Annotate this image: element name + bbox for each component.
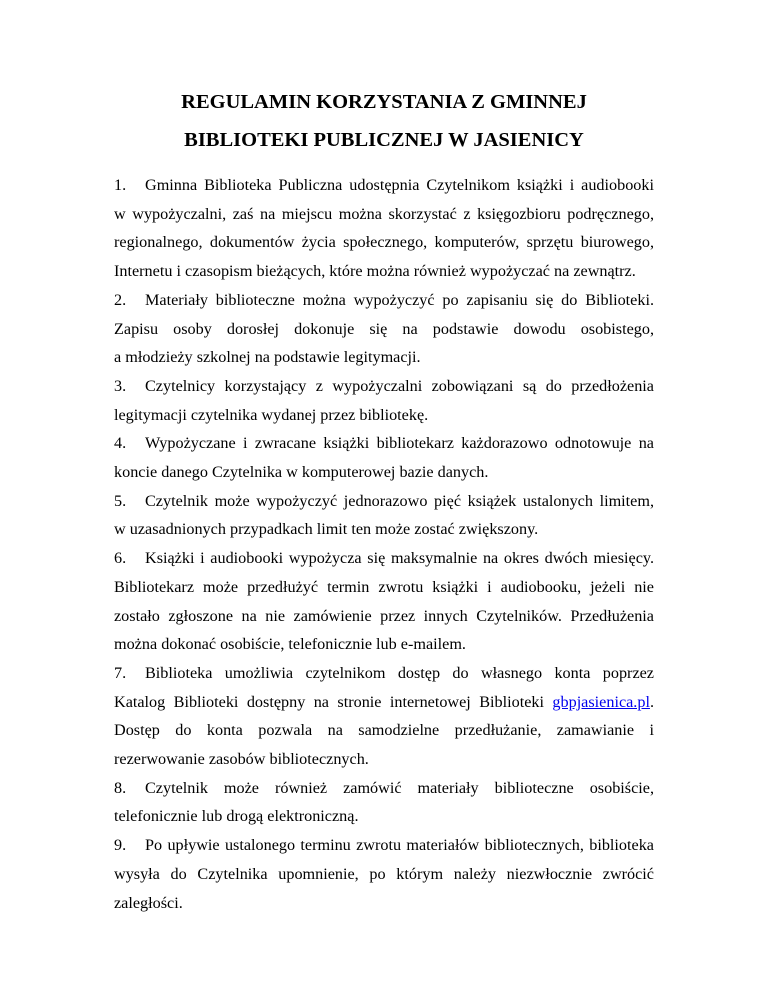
line-text: rezerwowanie zasobów bibliotecznych. [114, 750, 369, 769]
item-number: 7. [114, 663, 127, 682]
text-line [114, 860, 654, 889]
text-line [114, 228, 654, 257]
line-text: Książki i audiobooki wypożycza się maksymalnie na okres dwóch miesięcy. [145, 549, 654, 568]
text-line [114, 257, 654, 286]
text-line [114, 372, 654, 401]
regulation-item [114, 171, 654, 286]
line-text: w wypożyczalni, zaś na miejscu można skorzystać z księgozbioru podręcznego, [114, 204, 654, 223]
regulation-item [114, 372, 654, 429]
line-text: Internetu i czasopism bieżących, które można również wypożyczać na zewnątrz. [114, 262, 636, 281]
text-line [114, 630, 654, 659]
text-line [114, 315, 654, 344]
text-line [114, 602, 654, 631]
line-text: Gminna Biblioteka Publiczna udostępnia Czytelnikom książki i audiobooki [145, 176, 654, 194]
item-number: 6. [114, 549, 127, 568]
document-title [0, 83, 768, 159]
text-line [114, 802, 654, 831]
line-text: w uzasadnionych przypadkach limit ten może zostać zwiększony. [114, 520, 539, 539]
regulation-item [114, 659, 654, 774]
text-line [114, 774, 654, 803]
item-number: 5. [114, 491, 127, 510]
item-number: 1. [114, 176, 127, 194]
line-text: Po upływie ustalonego terminu zwrotu materiałów bibliotecznych, biblioteka [145, 836, 654, 855]
text-line [114, 487, 654, 516]
line-text: Bibliotekarz może przedłużyć termin zwrotu książki i audiobooku, jeżeli nie [114, 577, 654, 596]
line-text: wysyła do Czytelnika upomnienie, po którym należy niezwłocznie zwrócić [114, 864, 654, 883]
title-line-1: REGULAMIN KORZYSTANIA Z GMINNEJ [181, 91, 587, 113]
item-number: 3. [114, 376, 127, 395]
website-link[interactable]: gbpjasienica.pl [552, 692, 650, 711]
line-text: Biblioteka umożliwia czytelnikom dostęp do własnego konta poprzez [145, 663, 654, 682]
item-number: 9. [114, 836, 127, 855]
text-line [114, 429, 654, 458]
regulation-item [114, 286, 654, 372]
line-text: zaległości. [114, 893, 183, 912]
regulations-list [114, 171, 654, 917]
line-text: można dokonać osobiście, telefonicznie lub e-mailem. [114, 635, 466, 654]
text-line [114, 171, 654, 200]
text-line [114, 688, 654, 717]
regulation-item [114, 831, 654, 917]
line-text: koncie danego Czytelnika w komputerowej bazie danych. [114, 463, 489, 482]
text-line [114, 401, 654, 430]
text-line [114, 458, 654, 487]
line-text: telefonicznie lub drogą elektroniczną. [114, 807, 359, 826]
line-text: Czytelnik może wypożyczyć jednorazowo pięć książek ustalonych limitem, [145, 491, 654, 510]
line-text: regionalnego, dokumentów życia społecznego, komputerów, sprzętu biurowego, [114, 233, 654, 252]
line-text: Zapisu osoby dorosłej dokonuje się na podstawie dowodu osobistego, [114, 319, 654, 338]
line-text: Dostęp do konta pozwala na samodzielne przedłużanie, zamawianie i [114, 721, 654, 740]
line-text: zostało zgłoszone na nie zamówienie przez innych Czytelników. Przedłużenia [114, 606, 654, 625]
title-line-2: BIBLIOTEKI PUBLICZNEJ W JASIENICY [184, 129, 584, 151]
regulation-item [114, 774, 654, 831]
text-line [114, 745, 654, 774]
text-line [114, 831, 654, 860]
text-line [114, 659, 654, 688]
item-number: 2. [114, 290, 127, 309]
text-line [114, 343, 654, 372]
line-text: Czytelnicy korzystający z wypożyczalni zobowiązani są do przedłożenia [145, 376, 654, 395]
item-number: 8. [114, 778, 127, 797]
regulation-item [114, 487, 654, 544]
text-line [114, 544, 654, 573]
text-line [114, 889, 654, 918]
text-line [114, 573, 654, 602]
item-number: 4. [114, 434, 127, 453]
text-line [114, 515, 654, 544]
line-text: Czytelnik może również zamówić materiały biblioteczne osobiście, [145, 778, 654, 797]
line-text: legitymacji czytelnika wydanej przez bibliotekę. [114, 405, 429, 424]
punctuation: . [649, 692, 654, 711]
text-line [114, 286, 654, 315]
text-line [114, 200, 654, 229]
line-text: Katalog Biblioteki dostępny na stronie internetowej Biblioteki [114, 692, 553, 711]
regulation-item [114, 544, 654, 659]
regulation-item [114, 429, 654, 486]
line-text: Materiały biblioteczne można wypożyczyć po zapisaniu się do Biblioteki. [145, 290, 654, 309]
line-text: a młodzieży szkolnej na podstawie legitymacji. [114, 348, 421, 367]
text-line [114, 716, 654, 745]
line-text: Wypożyczane i zwracane książki bibliotekarz każdorazowo odnotowuje na [145, 434, 654, 453]
